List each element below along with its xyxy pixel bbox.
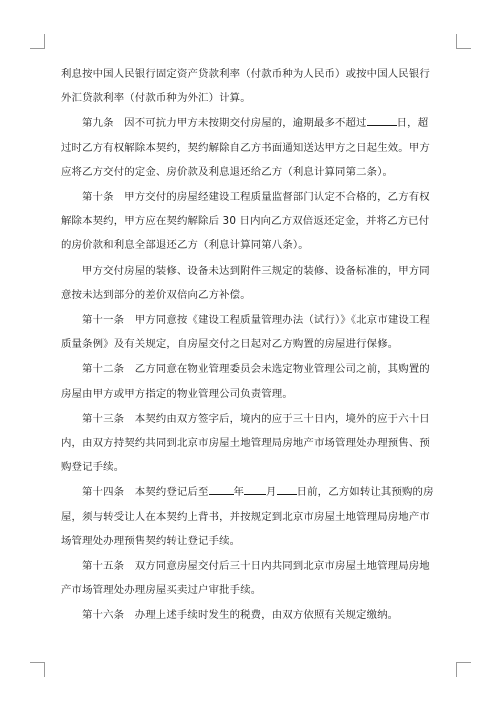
blank-max-overdue-days[interactable]: [367, 114, 397, 126]
article-14-text-start: 第十四条 本契约登记后至: [82, 486, 209, 499]
crop-mark-top-left: [30, 34, 45, 49]
paragraph-article-13: 第十三条 本契约由双方签字后，境内的应于三十日内，境外的应于六十日内，由双方持契约共同到北京市房屋土地管理局房地产市场管理处办理预售、预购登记手续。: [61, 412, 430, 474]
paragraph-decoration-compensation: 甲方交付房屋的装修、设备未达到附件三规定的装修、设备标准的，甲方同意按未达到部分的差价双倍向乙方补偿。: [61, 264, 430, 301]
blank-year[interactable]: [209, 483, 234, 495]
paragraph-article-16: 第十六条 办理上述手续时发生的税费，由双方依照有关规定缴纳。: [82, 609, 399, 622]
crop-mark-top-right: [456, 34, 471, 49]
blank-day[interactable]: [277, 483, 297, 495]
article-9-text-end: 日，超过时乙方有权解除本契约，契约解除自乙方书面通知送达甲方之日起生效。甲方应将乙方交付的定金、房价款及利息退还给乙方（利息计算同第二条）。: [61, 117, 430, 178]
article-9-text-start: 第九条 因不可抗力甲方未按期交付房屋的，逾期最多不超过: [82, 117, 367, 130]
article-14-month-label: 月: [266, 486, 277, 499]
article-14-text-end: 日前，乙方如转让其预购的房屋，须与转受让人在本契约上背书，并按规定到北京市房屋土地管理局房地产市场管理处办理预售契约转让登记手续。: [61, 486, 434, 547]
paragraph-interest-calc: 利息按中国人民银行固定资产贷款利率（付款币种为人民币）或按中国人民银行外汇贷款利率（付款币种为外汇）计算。: [61, 68, 430, 105]
paragraph-article-9: [61, 111, 438, 184]
paragraph-article-10: 第十条 甲方交付的房屋经建设工程质量监督部门认定不合格的，乙方有权解除本契约，甲方应在契约解除后 30 日内向乙方双倍返还定金，并将乙方已付的房价款和利息全部退还乙方（利息计算同第八条）。: [61, 191, 430, 252]
paragraph-article-14: [61, 480, 438, 553]
crop-mark-bottom-right: [456, 662, 471, 677]
document-body[interactable]: [61, 62, 438, 629]
article-14-year-label: 年: [233, 486, 245, 499]
paragraph-article-15: 第十五条 双方同意房屋交付后三十日内共同到北京市房屋土地管理局房地产市场管理处办理房屋买卖过户审批手续。: [61, 560, 430, 597]
paragraph-article-12: 第十二条 乙方同意在物业管理委员会未选定物业管理公司之前，其购置的房屋由甲方或甲方指定的物业管理公司负责管理。: [61, 363, 430, 400]
blank-month[interactable]: [244, 483, 266, 495]
paragraph-article-11: 第十一条 甲方同意按《建设工程质量管理办法（试行）》《北京市建设工程质量条例》及有关规定，自房屋交付之日起对乙方购置的房屋进行保修。: [61, 314, 430, 351]
crop-mark-bottom-left: [30, 662, 45, 677]
